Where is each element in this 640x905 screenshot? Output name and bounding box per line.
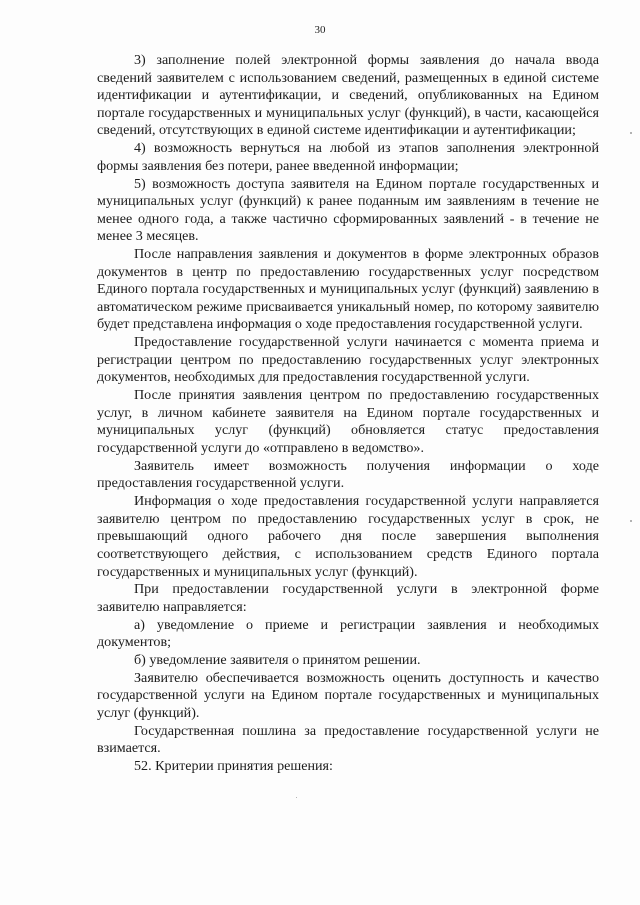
paragraph-fee: Государственная пошлина за предоставление государственной услуги не взимается. bbox=[97, 722, 599, 757]
paragraph-notification-b: б) уведомление заявителя о принятом решении. bbox=[134, 652, 421, 669]
paragraph-service-start: Предоставление государственной услуги начинается с момента приема и регистрации центром по предоставлению государственных услуг электронных документов, необходимых для предоставления государственной услуги. bbox=[97, 334, 599, 386]
paragraph-notification-a: а) уведомление о приеме и регистрации заявления и необходимых документов; bbox=[97, 616, 599, 651]
scan-speck bbox=[630, 132, 632, 134]
paragraph-notifications-intro: При предоставлении государственной услуги в электронной форме заявителю направляется: bbox=[97, 581, 599, 615]
paragraph-item-3: 3) заполнение полей электронной формы заявления до начала ввода сведений заявителем с использованием сведений, размещенных в единой системе идентификации и аутентификации, и сведений, опубликованных на Едином портале государственных и муниципальных услуг (функций), в части, касающейся сведений, отсутствующих в единой системе идентификации и аутентификации; bbox=[97, 52, 599, 139]
paragraph-status-update: После принятия заявления центром по предоставлению государственных услуг, в личном кабинете заявителя на Едином портале государственных и муниципальных услуг (функций) обновляется статус предоставления государственной услуги до «отправлено в ведомство». bbox=[97, 387, 599, 456]
paragraph-section-52: 52. Критерии принятия решения: bbox=[134, 758, 333, 775]
scan-speck bbox=[630, 520, 632, 522]
document-body bbox=[97, 52, 599, 776]
paragraph-quality-rating: Заявителю обеспечивается возможность оценить доступность и качество государственной услуги на Едином портале государственных и муниципальных услуг (функций). bbox=[97, 669, 599, 722]
paragraph-info-access: Заявитель имеет возможность получения информации о ходе предоставления государственной услуги. bbox=[97, 457, 599, 492]
paragraph-item-4: 4) возможность вернуться на любой из этапов заполнения электронной формы заявления без потери, ранее введенной информации; bbox=[97, 140, 599, 174]
paragraph-submission: После направления заявления и документов в форме электронных образов документов в центр по предоставлению государственных услуг посредством Единого портала государственных и муниципальных услуг (функций) заявлению в автоматическом режиме присваивается уникальный номер, по которому заявителю будет представлена информация о ходе предоставления государственной услуги. bbox=[97, 246, 599, 333]
paragraph-item-5: 5) возможность доступа заявителя на Едином портале государственных и муниципальных услуг (функций) к ранее поданным им заявлениям в течение не менее одного года, а также частично сформированных заявлений - в течение не менее 3 месяцев. bbox=[97, 175, 599, 245]
scan-speck bbox=[296, 797, 297, 798]
page-number: 30 bbox=[314, 24, 326, 36]
paragraph-info-timing: Информация о ходе предоставления государственной услуги направляется заявителю центром по предоставлению государственных услуг в срок, не превышающий одного рабочего дня после завершения выполнения соответствующего действия, с использованием средств Единого портала государственных и муниципальных услуг (функций). bbox=[97, 493, 599, 580]
